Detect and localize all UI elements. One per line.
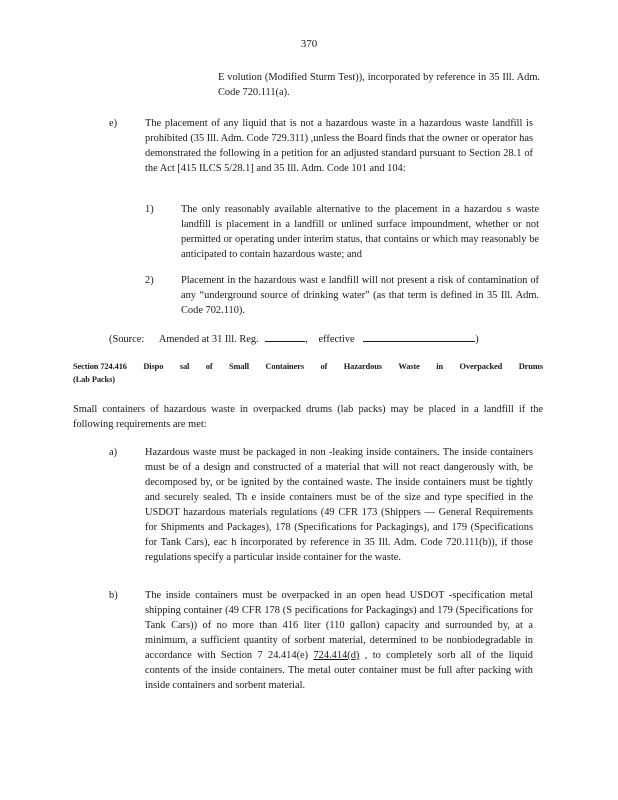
effective-date-blank: [363, 331, 475, 342]
source-amended: Amended at 31 Ill. Reg.: [158, 334, 259, 345]
heading-word: Waste: [398, 362, 420, 371]
heading-word: Small: [229, 362, 249, 371]
source-close: ): [475, 334, 479, 345]
section-heading: [73, 360, 543, 386]
section-heading-line2: (Lab Packs): [73, 375, 115, 384]
source-comma: ,: [305, 334, 308, 345]
heading-word: of: [205, 362, 213, 371]
source-open: (Source:: [109, 334, 145, 345]
item-e-text: The placement of any liquid that is not a hazardous waste in a hazardous waste landfill is prohibited (35 Ill. Adm. Code 729.311) ,unless the Board finds that the owner or operator has demonstrated the following in a petition for an adjusted standard pursuant to Section 28.1 of the Act [415 ILCS 5/28.1] and 35 Ill. Adm. Code 101 and 104:: [145, 118, 533, 174]
heading-word: in: [436, 362, 444, 371]
heading-word: Hazardous: [343, 362, 382, 371]
item-e-2-text: Placement in the hazardous wast e landfill will not present a risk of contamination of any “underground source of drinking water” (as that term is defined in 35 Ill. Adm. Code 702.110).: [181, 275, 539, 316]
heading-word: Drums: [518, 362, 543, 371]
continuation-text: E volution (Modified Sturm Test)), incorporated by reference in 35 Ill. Adm. Code 720.111(a).: [218, 72, 540, 98]
item-a-text: Hazardous waste must be packaged in non -leaking inside containers. The inside containers must be of a design and constructed of a material that will not react dangerously with, be decomposed by, or be ignited by the contained waste. The inside containers must be tightly and securely sealed. Th e inside containers must be of the size and type specified in the USDOT hazardous materials regulations (49 CFR 173 (Shippers — General Requirements for Shipments and Packages), 178 (Specifications for Packagings), and 179 (Specifications for Tank Cars), eac h incorporated by reference in 35 Ill. Adm. Code 720.111(b)), if those regulations specify a particular inside container for the waste.: [145, 447, 533, 563]
intro-paragraph: Small containers of hazardous waste in overpacked drums (lab packs) may be placed in a landfill if the following requirements are met:: [73, 404, 543, 430]
item-e-label: e): [109, 118, 118, 129]
item-b-underlined-citation: 724.414(d): [313, 650, 360, 661]
item-a-label: a): [109, 447, 118, 458]
heading-word: Dispo: [143, 362, 164, 371]
section-number: Section 724.416: [73, 362, 127, 371]
source-effective: effective: [318, 334, 355, 345]
item-b-text-before: The inside containers must be overpacked in an open head USDOT -specification metal shipping container (49 CFR 178 (S pecifications for Packagings) and 179 (Specifications for Tank Cars)) of no more than 416 liter (110 gallon) capacity and surrounded by, at a minimum, a sufficient quantity of sorbent material, determined to be nonbiodegradable in accordance with Section 7 24.414(e): [145, 590, 533, 661]
item-e-1-text: The only reasonably available alternative to the placement in a hazardou s waste landfill is placement in a landfill or unlined surface impoundment, whether or not permitted or operating under interim status, that contains or which may reasonably be anticipated to contain hazardous waste; and: [181, 204, 539, 260]
item-b-label: b): [109, 590, 118, 601]
heading-word: of: [320, 362, 328, 371]
source-note: [109, 331, 529, 347]
heading-word: sal: [179, 362, 190, 371]
item-e-1-label: 1): [145, 204, 154, 215]
item-e-2-label: 2): [145, 275, 154, 286]
item-b-text: [145, 588, 533, 693]
item-b-text-after: , to completely sorb all of the liquid contents of the inside containers. The metal outer container must be full after packing with inside containers and sorbent material.: [145, 650, 533, 691]
heading-word: Overpacked: [459, 362, 503, 371]
register-blank: [265, 331, 305, 342]
heading-word: Containers: [265, 362, 305, 371]
page-number: 370: [300, 38, 318, 50]
